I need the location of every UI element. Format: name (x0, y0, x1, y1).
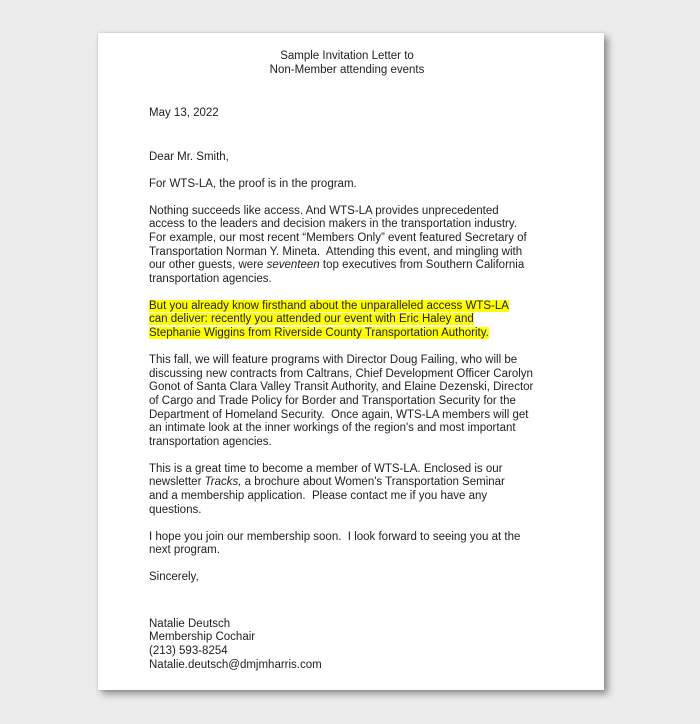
date-line-line (149, 107, 560, 121)
text-segment: Non-Member attending events (269, 63, 425, 76)
para-highlighted-line (149, 300, 560, 314)
text-segment: Nothing succeeds like access. And WTS-LA provides unprecedented (149, 204, 499, 217)
italic-text: seventeen (266, 259, 320, 272)
text-segment: Natalie.deutsch@dmjmharris.com (149, 658, 322, 671)
para-highlighted (149, 300, 560, 341)
para-access-line (149, 218, 560, 232)
letter-heading-line (134, 64, 560, 78)
text-segment: discussing new contracts from Caltrans, Chief Development Officer Carolyn (149, 367, 533, 380)
text-segment: Natalie Deutsch (149, 617, 231, 630)
italic-text: Tracks, (204, 476, 242, 489)
para-fall-programs-line (149, 422, 560, 436)
para-proof-line (149, 178, 560, 192)
para-highlighted-line (149, 313, 560, 327)
text-segment: (213) 593-8254 (149, 645, 228, 658)
text-segment: This fall, we will feature programs with Director Doug Failing, who will be (149, 353, 518, 366)
text-segment: I hope you join our membership soon. I look forward to seeing you at the (149, 530, 521, 543)
signature-block-line (149, 659, 560, 673)
text-segment: our other guests, were (149, 259, 267, 272)
text-segment: transportation agencies. (149, 436, 272, 449)
highlight-text: can deliver: recently you attended our event with Eric Haley and (149, 313, 474, 326)
text-segment: of Cargo and Trade Policy for Border and Transportation Security for the (149, 394, 516, 407)
para-fall-programs-line (149, 368, 560, 382)
highlight-text: Stephanie Wiggins from Riverside County Transportation Authority. (149, 327, 489, 340)
letter-heading (134, 50, 560, 77)
text-segment: Transportation Norman Y. Mineta. Attending this event, and mingling with (149, 245, 523, 258)
text-segment: For example, our most recent “Members Only” event featured Secretary of (149, 231, 527, 244)
text-segment: Membership Cochair (149, 631, 256, 644)
text-segment: next program. (149, 544, 220, 557)
text-segment: May 13, 2022 (149, 107, 219, 120)
para-hope (149, 531, 560, 558)
text-segment: and a membership application. Please contact me if you have any (149, 490, 488, 503)
highlight-text: But you already know firsthand about the unparalleled access WTS-LA (149, 299, 509, 312)
closing-line (149, 571, 560, 585)
text-segment: Sample Invitation Letter to (280, 50, 414, 62)
text-segment: a brochure about Women's Transportation Seminar (241, 476, 505, 489)
text-segment: newsletter (149, 476, 205, 489)
text-segment: Department of Homeland Security. Once again, WTS-LA members will get (149, 408, 529, 421)
para-fall-programs-line (149, 381, 560, 395)
text-segment: questions. (149, 503, 202, 516)
text-segment: top executives from Southern California (319, 259, 525, 272)
signature-block-line (149, 631, 560, 645)
para-hope-line (149, 544, 560, 558)
para-access-line (149, 232, 560, 246)
text-segment: Dear Mr. Smith, (149, 151, 229, 164)
salutation-line (149, 151, 560, 165)
date-line (149, 107, 560, 121)
signature-block (149, 618, 560, 673)
text-segment: an intimate look at the inner workings of the region's and most important (149, 422, 516, 435)
closing (149, 571, 560, 585)
para-hope-line (149, 531, 560, 545)
signature-block-line (149, 618, 560, 632)
para-access (149, 205, 560, 287)
para-fall-programs (149, 354, 560, 450)
letter-heading-line (134, 50, 560, 64)
signature-block-line (149, 645, 560, 659)
text-segment: transportation agencies. (149, 273, 272, 286)
letter-page (98, 33, 604, 690)
text-segment: This is a great time to become a member of WTS-LA. Enclosed is our (149, 462, 503, 475)
text-segment: Sincerely, (149, 570, 199, 583)
para-membership-line (149, 504, 560, 518)
text-segment: Gonot of Santa Clara Valley Transit Authority, and Elaine Dezenski, Director (149, 381, 534, 394)
para-membership-line (149, 490, 560, 504)
salutation (149, 151, 560, 165)
para-fall-programs-line (149, 354, 560, 368)
letter-page-content (149, 50, 560, 673)
para-highlighted-line (149, 327, 560, 341)
para-fall-programs-line (149, 395, 560, 409)
para-membership-line (149, 463, 560, 477)
para-access-line (149, 205, 560, 219)
para-access-line (149, 246, 560, 260)
para-fall-programs-line (149, 409, 560, 423)
para-membership-line (149, 476, 560, 490)
text-segment: For WTS-LA, the proof is in the program. (149, 177, 357, 190)
text-segment: access to the leaders and decision makers in the transportation industry. (149, 218, 517, 231)
para-membership (149, 463, 560, 518)
para-proof (149, 178, 560, 192)
para-fall-programs-line (149, 436, 560, 450)
para-access-line (149, 259, 560, 273)
para-access-line (149, 273, 560, 287)
